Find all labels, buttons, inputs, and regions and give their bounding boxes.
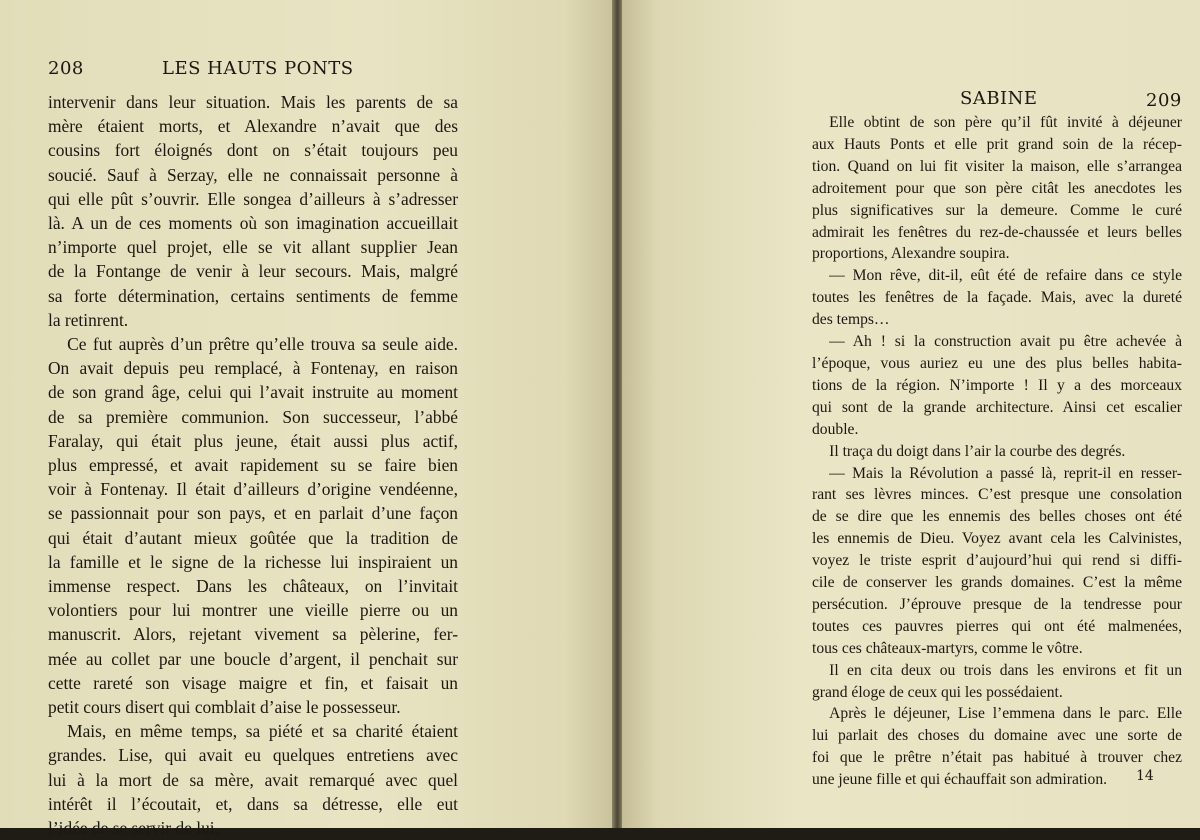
left-page-text [48, 90, 458, 840]
left-running-title: LES HAUTS PONTS [162, 58, 354, 79]
right-text-line: voyez le triste esprit d’aujourd’hui qui rend si diffi- [812, 552, 1182, 570]
right-text-line: toutes les fenêtres de la façade. Mais, avec la dureté [812, 289, 1182, 307]
left-text-line: mère étaient morts, et Alexandre n’avait que des [48, 116, 458, 137]
left-text-line: cette rareté son visage maigre et fin, et faisait un [48, 672, 458, 693]
left-text-line: de son grand âge, celui qui l’avait instruite au moment [48, 382, 458, 403]
left-text-line: cousins fort éloignés dont on s’était toujours peu [48, 140, 458, 161]
right-page [622, 0, 1200, 828]
right-text-line: tions de la région. N’importe ! Il y a des morceaux [812, 376, 1182, 394]
left-text-line: immense respect. Dans les châteaux, on l’invitait [48, 576, 458, 597]
left-text-line: petit cours disert qui comblait d’aise le possesseur. [48, 697, 401, 718]
right-text-line: des temps… [812, 311, 890, 329]
right-text-line: aux Hauts Ponts et elle prit grand soin de la récep- [812, 135, 1182, 153]
right-running-title: SABINE [960, 88, 1038, 109]
left-text-line: plus empressé, et avait rapidement su se faire bien [48, 455, 458, 476]
right-text-line: qui sont de la grande architecture. Ainsi cet escalier [812, 398, 1182, 416]
right-text-line: Il traça du doigt dans l’air la courbe des degrés. [829, 442, 1126, 460]
right-text-line: lui parlait des choses du domaine avec une sorte de [812, 727, 1182, 745]
right-text-line: cile de conserver les grands domaines. C’est la même [812, 574, 1182, 592]
left-text-line: là. A un de ces moments où son imagination accueillait [48, 213, 458, 234]
right-text-line: rant ses lèvres minces. C’est presque une consolation [812, 486, 1182, 504]
right-text-line: une jeune fille et qui échauffait son admiration. [812, 771, 1108, 789]
left-text-line: l’idée de se servir de lui. [48, 818, 219, 839]
right-text-line: admirait les fenêtres du rez-de-chaussée et leurs belles [812, 223, 1182, 241]
right-page-text [812, 112, 1182, 791]
left-page-number: 208 [48, 58, 84, 79]
left-text-line: Ce fut auprès d’un prêtre qu’elle trouva sa seule aide. [67, 334, 458, 355]
right-text-line: plus significatives sur la demeure. Comme le curé [812, 201, 1182, 219]
left-text-line: lui à la mort de sa mère, avait remarqué avec quel [48, 769, 458, 790]
right-text-line: grand éloge de ceux qui les possédaient. [812, 683, 1063, 701]
right-text-line: Elle obtint de son père qu’il fût invité à déjeuner [829, 114, 1182, 131]
right-text-line: — Mais la Révolution a passé là, reprit-il en resser- [829, 464, 1182, 482]
right-text-line: toutes ces pauvres pierres qui ont été malmenées, [812, 617, 1182, 635]
right-text-line: — Ah ! si la construction avait pu être achevée à [829, 333, 1182, 351]
right-text-line: l’époque, vous auriez eu une des plus belles habita- [812, 354, 1182, 372]
right-text-line: persécution. J’éprouve presque de la tendresse pour [812, 595, 1182, 613]
left-text-line: la retinrent. [48, 309, 129, 330]
right-text-line: tous ces châteaux-martyrs, comme le vôtre. [812, 639, 1083, 657]
left-text-line: manuscrit. Alors, rejetant vivement sa pèlerine, fer- [48, 624, 458, 645]
left-text-line: la famille et le signe de la richesse lui inspiraient un [48, 551, 458, 572]
left-text-line: de la Fontange de venir à leur secours. Mais, malgré [48, 261, 458, 282]
left-text-line: volontiers pour lui montrer une vieille pierre ou un [48, 600, 458, 621]
right-text-line: tion. Quand on lui fit visiter la maison, elle s’arrangea [812, 157, 1182, 175]
right-text-line: foi que le prêtre n’était pas habitué à trouver chez [812, 749, 1182, 767]
right-text-line: — Mon rêve, dit-il, eût été de refaire dans ce style [829, 267, 1182, 285]
right-text-line: Il en cita deux ou trois dans les environs et fit un [829, 661, 1182, 679]
left-text-line: mée au collet par une boucle d’argent, il penchait sur [48, 648, 458, 669]
right-text-line: les ennemis de Dieu. Voyez avant cela les Calvinistes, [812, 530, 1182, 548]
right-text-line: de se dire que les ennemis des belles choses ont été [812, 508, 1182, 526]
right-text-line: Après le déjeuner, Lise l’emmena dans le parc. Elle [829, 705, 1182, 723]
left-text-line: Mais, en même temps, sa piété et sa charité étaient [67, 721, 458, 742]
left-text-line: intérêt il l’écoutait, et, dans sa détresse, elle eut [48, 793, 458, 814]
right-page-number: 209 [1146, 90, 1182, 111]
left-text-line: On avait depuis peu remplacé, à Fontenay, en raison [48, 358, 458, 379]
left-text-line: voir à Fontenay. Il était d’ailleurs d’origine vendéenne, [48, 479, 458, 500]
left-text-line: de sa première communion. Son successeur, l’abbé [48, 406, 458, 427]
left-text-line: sa forte détermination, certains sentiments de femme [48, 285, 458, 306]
signature-mark: 14 [1136, 768, 1154, 784]
left-text-line: soucié. Sauf à Serzay, elle ne connaissait personne à [48, 164, 458, 185]
left-text-line: qui était d’autant mieux goûtée que la tradition de [48, 527, 458, 548]
left-text-line: intervenir dans leur situation. Mais les parents de sa [48, 92, 458, 112]
left-text-line: se passionnait pour son pays, et en parlait d’une façon [48, 503, 458, 524]
left-text-line: n’importe quel projet, elle se vit allant supplier Jean [48, 237, 458, 258]
left-text-line: Faralay, qui était plus jeune, était aussi plus actif, [48, 430, 458, 451]
left-text-line: grandes. Lise, qui avait eu quelques entretiens avec [48, 745, 458, 766]
right-text-line: adroitement pour que son père citât les anecdotes les [812, 179, 1182, 197]
left-text-line: qui elle pût s’ouvrir. Elle songea d’ailleurs à s’adresser [48, 188, 458, 209]
right-text-line: proportions, Alexandre soupira. [812, 245, 1010, 263]
right-text-line: double. [812, 420, 859, 438]
